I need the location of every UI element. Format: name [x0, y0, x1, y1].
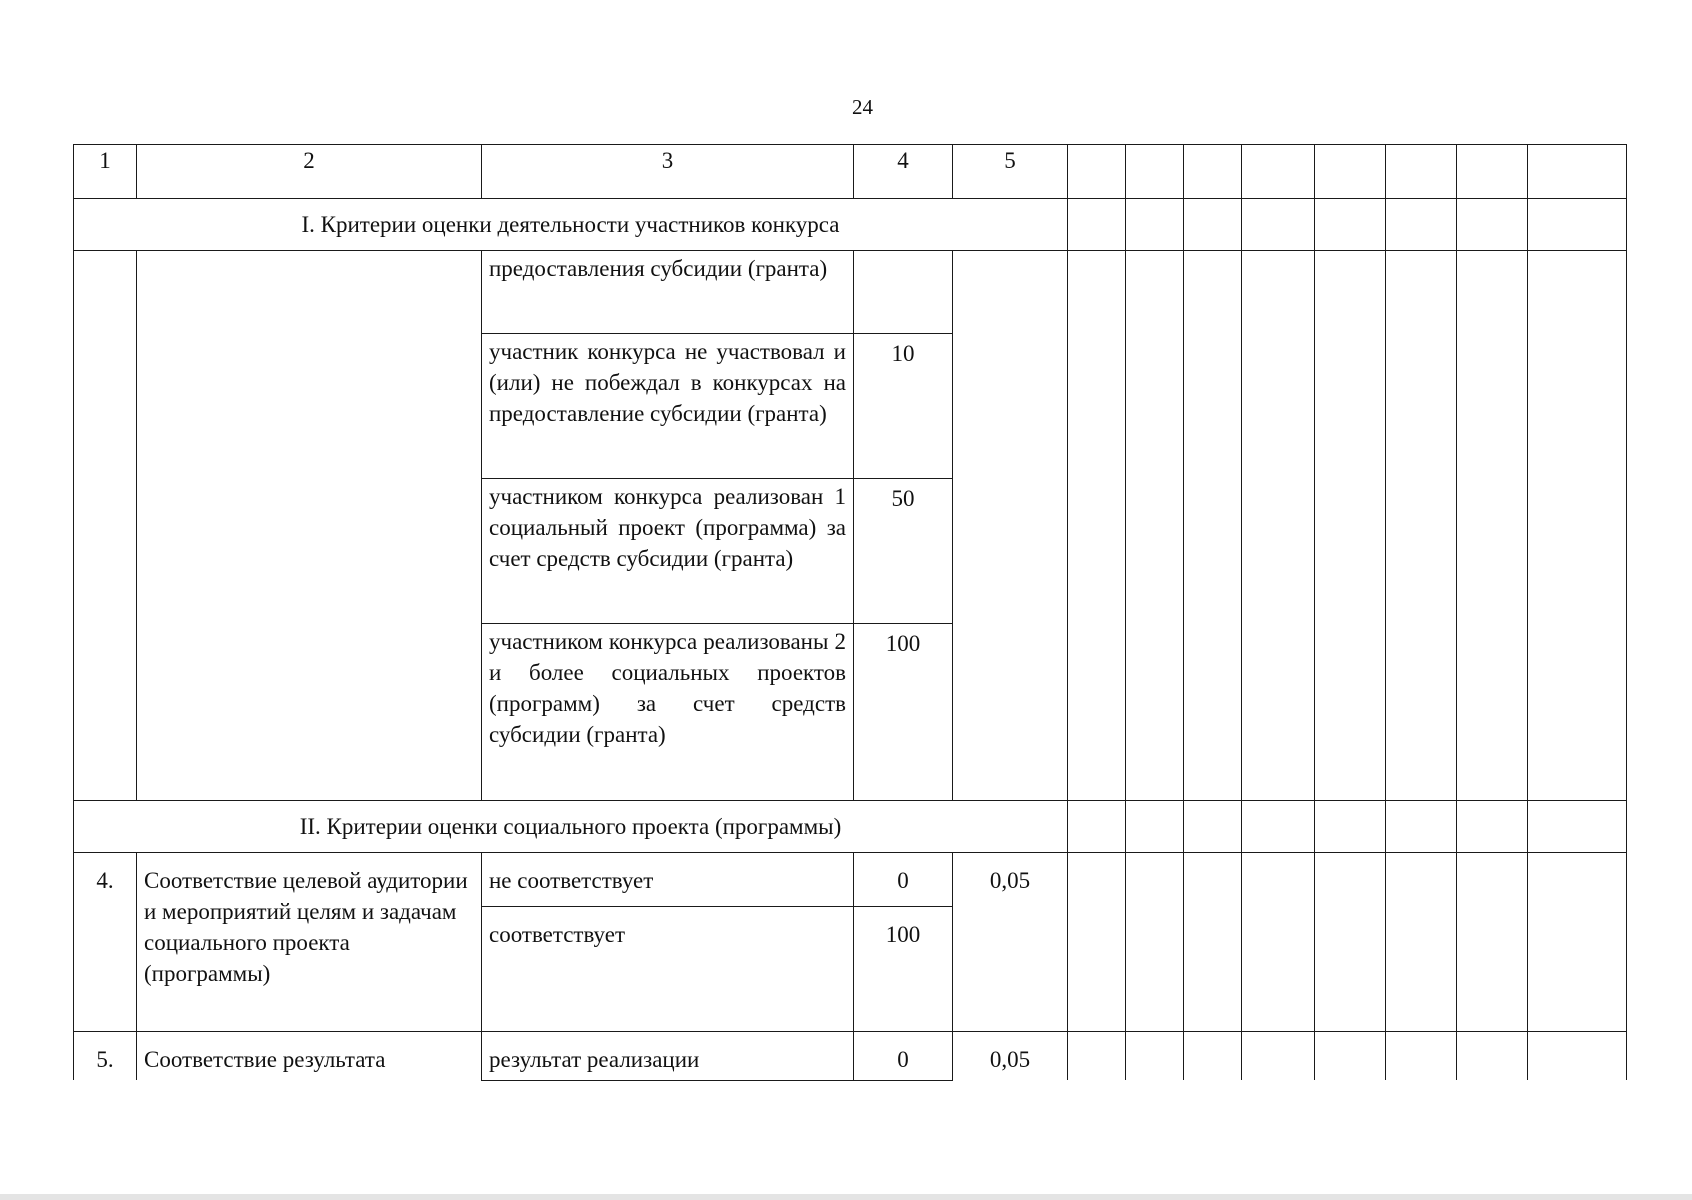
- row-number: 5.: [74, 1032, 137, 1081]
- header-cell: [1126, 145, 1184, 199]
- option-score: 10: [854, 334, 953, 479]
- row-number: 4.: [74, 853, 137, 1032]
- option-score: 0: [854, 1032, 953, 1081]
- option-text: участником конкурса реализован 1 социальный проект (программа) за счет средств субсидии (гранта): [482, 479, 854, 624]
- criterion-text: Соответствие целевой аудитории и мероприятий целям и задачам социального проекта (программы): [137, 853, 482, 1032]
- header-cell: [1457, 145, 1528, 199]
- option-score: 100: [854, 624, 953, 801]
- section-title: I. Критерии оценки деятельности участников конкурса: [74, 199, 1068, 251]
- weight-value: 0,05: [953, 1032, 1068, 1081]
- page-number: 24: [852, 95, 873, 119]
- option-score: 0: [854, 853, 953, 907]
- criteria-table: [73, 144, 1627, 1081]
- section-heading-row: [74, 199, 1627, 251]
- option-score: 100: [854, 907, 953, 1032]
- option-text: участником конкурса реализованы 2 и более социальных проектов (программ) за счет средств субсидии (гранта): [482, 624, 854, 801]
- option-text: не соответствует: [482, 853, 854, 907]
- header-cell: 2: [137, 145, 482, 199]
- header-cell: 1: [74, 145, 137, 199]
- weight-value: 0,05: [953, 853, 1068, 1032]
- option-text: предоставления субсидии (гранта): [482, 251, 854, 334]
- option-text: участник конкурса не участвовал и (или) не побеждал в конкурсах на предоставление субсидии (гранта): [482, 334, 854, 479]
- header-cell: 5: [953, 145, 1068, 199]
- header-cell: [1315, 145, 1386, 199]
- header-cell: [1184, 145, 1242, 199]
- option-text: соответствует: [482, 907, 854, 1032]
- header-cell: [1528, 145, 1627, 199]
- section-heading-row: [74, 801, 1627, 853]
- column-number-row: [74, 145, 1627, 199]
- header-cell: 4: [854, 145, 953, 199]
- criterion-row-5: [74, 1032, 1627, 1081]
- header-cell: [1068, 145, 1126, 199]
- criterion-text: Соответствие результата: [137, 1032, 482, 1081]
- header-cell: [1386, 145, 1457, 199]
- option-score: [854, 251, 953, 334]
- criterion-row-4: [74, 853, 1627, 907]
- header-cell: [1242, 145, 1315, 199]
- header-cell: 3: [482, 145, 854, 199]
- criterion-cell: [137, 251, 482, 801]
- scan-edge: [0, 1194, 1692, 1200]
- option-score: 50: [854, 479, 953, 624]
- row-number-cell: [74, 251, 137, 801]
- criterion-option-row: [74, 251, 1627, 334]
- section-title: II. Критерии оценки социального проекта (программы): [74, 801, 1068, 853]
- weight-cell: [953, 251, 1068, 801]
- option-text: результат реализации: [482, 1032, 854, 1081]
